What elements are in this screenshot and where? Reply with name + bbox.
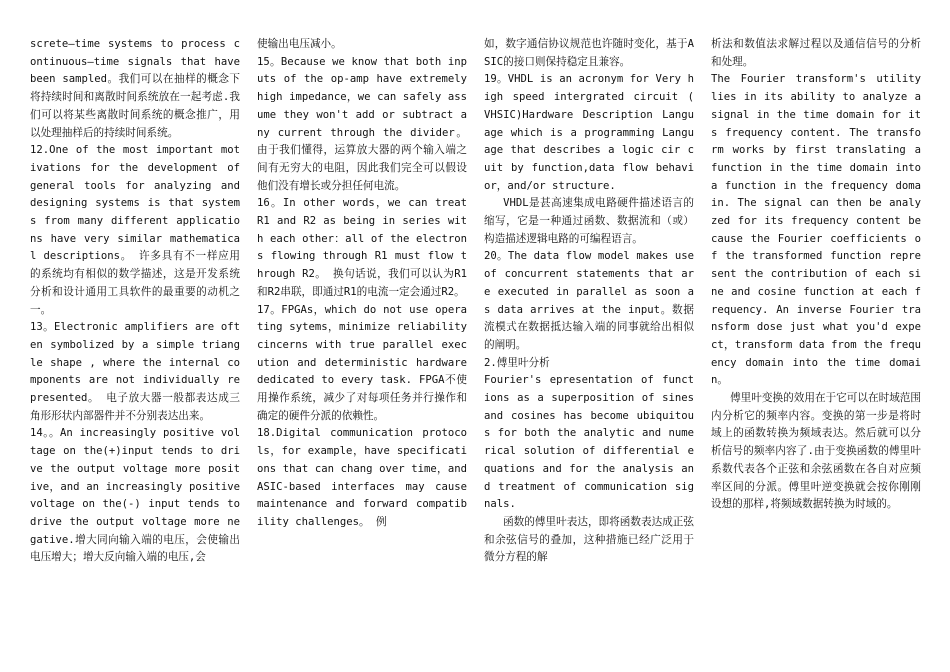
text-column-3 <box>484 36 694 672</box>
paragraph: 20。The data flow model makes use of concurrent statements that are executed in parallel as soon as data arrives at the input。数据流模式在数据抵达输入端的同事就给出相似的阐明。 <box>484 250 694 351</box>
paragraph: 16。In other words，we can treat R1 and R2 as being in series with each other：all of the electrons flowing through R1 must flow through R2。 换句话说，我们可以认为R1和R2串联，即通过R1的电流一定会通过R2。 <box>257 197 467 298</box>
paragraph: 析法和数值法求解过程以及通信信号的分析和处理。 <box>711 38 921 68</box>
paragraph: 函数的傅里叶表达，即将函数表达成正弦和余弦信号的叠加，这种措施已经广泛用于微分方程的解 <box>484 515 694 564</box>
paragraph: 13。Electronic amplifiers are often symbolized by a simple triangle shape , where the internal components are not individually represented。 电子放大器一般都表达成三角形形状内部器件并不分别表达出来。 <box>30 321 240 422</box>
paragraph: 使输出电压减小。 <box>257 38 342 50</box>
paragraph: Fourier's epresentation of functions as a superposition of sines and cosines has become ubiquitous for both the analytic and numerical solution of differential equations and for the analysis and treatment of communication signals. <box>484 374 694 511</box>
paragraph: 15。Because we know that both inputs of the op-amp have extremely high impedance，we can safely assume they won't add or subtract any current through the divider。 由于我们懂得，运算放大器的两个输入端之间有无穷大的电阻，因此我们完全可以假设他们没有增长或分担任何电流。 <box>257 55 467 192</box>
text-column-2 <box>257 36 467 672</box>
paragraph: 如，数字通信协议规范也许随时变化，基于ASIC的接口则保持稳定且兼容。 <box>484 38 694 68</box>
paragraph: 傅里叶变换的效用在于它可以在时域范围内分析它的频率内容。变换的第一步是将时域上的函数转换为频域表达。然后就可以分析信号的频率内容了.由于变换函数的傅里叶系数代表各个正弦和余弦函数在各自对应频率区间的分派。傅里叶逆变换就会按你刚刚设想的那样,将频域数据转换为时域的。 <box>711 392 921 511</box>
section-heading: 2.傅里叶分析 <box>484 356 550 369</box>
text-column-1 <box>30 36 240 672</box>
paragraph: VHDL是甚高速集成电路硬件描述语言的缩写，它是一种通过函数、数据流和（或）构造描述逻辑电路的可编程语言。 <box>484 197 694 245</box>
paragraph: 12.One of the most important motivations for the development of general tools for analyzing and designing systems is that systems from many different applications have very similar mathematical descriptions。 许多具有不一样应用的系统均有相似的数学描述，这是开发系统分析和设计通用工具软件的最重要的动机之一。 <box>30 144 240 316</box>
text-column-4 <box>711 36 921 672</box>
paragraph: 18.Digital communication protocols，for example，have specifications that can chang over time，and ASIC-based interfaces may cause maintenance and forward compatibility challenges。 例 <box>257 427 467 528</box>
paragraph: The Fourier transform's utility lies in its ability to analyze a signal in the time domain for its frequency content. The transform works by first translating a function in the time domain into a function in the frequency domain. The signal can then be analyzed for its frequency content because the Fourier coefficients of the transformed function represent the contribution of each sine and cosine function at each frequency. An inverse Fourier transform dose just what you'd expect，transform data from the frequency domain into the time domain。 <box>711 73 921 387</box>
paragraph: 14。。An increasingly positive voltage on the(+)input tends to drive the output voltage more positive，and an increasingly positive voltage on the(-) input tends to drive the output voltage more negative.增大同向输入端的电压，会使输出电压增大；增大反向输入端的电压,会 <box>30 427 240 564</box>
paragraph: 19。VHDL is an acronym for Very high speed intergrated circuit ( VHSIC)Hardware Description Language which is a programming Language that describes a logic cir cuit by function,data flow behavior，and/or structure. <box>484 73 694 192</box>
paragraph: screte—time systems to process continuous—time signals that have been sampled。我们可以在抽样的概念下将持续时间和离散时间系统放在一起考虑.我们可以将某些离散时间系统的概念推广，用以处理抽样后的持续时间系统。 <box>30 38 240 139</box>
paragraph: 17。FPGAs，which do not use operating sytems，minimize reliability cincerns with true parallel execution and deterministic hardware dedicated to every task. FPGA不使用操作系统，减少了对每项任务并行操作和确定的硬件分派的依赖性。 <box>257 303 467 422</box>
